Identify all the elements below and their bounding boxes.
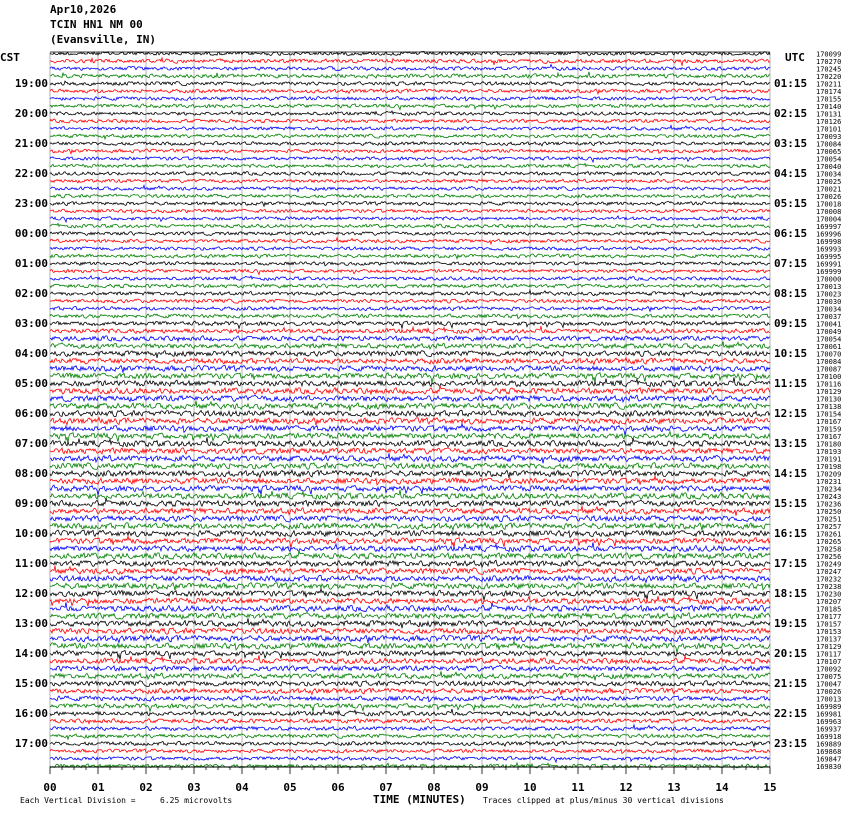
- trace-offset-label: 170270: [816, 58, 842, 66]
- y-tick-label-right: 04:15: [774, 167, 808, 180]
- trace-line-18: [50, 185, 770, 191]
- y-tick-label-right: 23:15: [774, 737, 808, 750]
- label-layer: [0, 51, 808, 806]
- y-tick-label-right: 08:15: [774, 287, 808, 300]
- trace-offset-label: 170220: [816, 73, 842, 81]
- trace-line-7: [50, 104, 770, 110]
- trace-offset-label: 170230: [816, 590, 842, 599]
- trace-offset-label: 170126: [816, 118, 842, 126]
- trace-line-21: [50, 209, 770, 213]
- y-tick-label-left: 12:00: [14, 587, 48, 600]
- trace-line-87: [50, 703, 770, 711]
- trace-line-94: [50, 756, 770, 762]
- trace-offset-label: 170247: [816, 568, 842, 576]
- trace-line-84: [50, 681, 770, 687]
- trace-offset-label: 170236: [816, 500, 842, 509]
- trace-offset-label: 169997: [816, 223, 842, 231]
- x-tick-label: 08: [427, 781, 441, 794]
- trace-line-32: [50, 290, 770, 296]
- trace-offset-label: 169991: [816, 260, 842, 269]
- trace-offset-label: 169937: [816, 725, 842, 734]
- x-tick-label: 14: [715, 781, 729, 794]
- trace-offset-label: 169830: [816, 763, 842, 771]
- y-tick-label-right: 12:15: [774, 407, 808, 420]
- trace-offset-label: 170140: [816, 103, 842, 111]
- trace-offset-label: 170023: [816, 290, 842, 299]
- trace-offset-label: 170054: [816, 335, 842, 344]
- trace-offset-label: 170185: [816, 605, 842, 614]
- trace-line-49: [50, 418, 770, 426]
- trace-line-29: [50, 269, 770, 275]
- trace-layer: [50, 51, 770, 768]
- trace-line-17: [50, 179, 770, 183]
- trace-line-14: [50, 157, 770, 163]
- trace-offset-label: 170180: [816, 440, 842, 449]
- x-tick-label: 05: [283, 781, 297, 794]
- trace-offset-label: 169868: [816, 748, 842, 756]
- trace-offset-label: 169918: [816, 733, 842, 741]
- trace-line-85: [50, 688, 770, 695]
- trace-line-44: [50, 377, 770, 386]
- trace-offset-label: 170249: [816, 560, 842, 569]
- y-tick-label-right: 13:15: [774, 437, 808, 450]
- y-tick-label-left: 04:00: [14, 347, 48, 360]
- trace-line-16: [50, 172, 770, 176]
- y-tick-label-right: 11:15: [774, 377, 808, 390]
- trace-offset-label: 170041: [816, 320, 842, 329]
- y-tick-label-left: 06:00: [14, 407, 48, 420]
- trace-offset-label: 170026: [816, 688, 842, 696]
- y-tick-label-left: 03:00: [14, 317, 48, 330]
- trace-line-68: [50, 560, 770, 567]
- trace-line-90: [50, 725, 770, 731]
- y-tick-label-right: 06:15: [774, 227, 808, 240]
- y-tick-label-left: 23:00: [14, 197, 48, 210]
- trace-offset-label: 170030: [816, 298, 842, 306]
- trace-line-27: [50, 254, 770, 259]
- trace-offset-label: 170054: [816, 155, 842, 164]
- trace-line-48: [50, 410, 770, 417]
- trace-line-41: [50, 358, 770, 365]
- trace-offset-label: 170256: [816, 553, 842, 561]
- trace-offset-label: 169998: [816, 238, 842, 246]
- trace-line-23: [50, 223, 770, 228]
- trace-offset-label: 170138: [816, 403, 842, 411]
- trace-line-64: [50, 530, 770, 537]
- trace-offset-label: 169999: [816, 268, 842, 276]
- trace-line-4: [50, 81, 770, 86]
- trace-line-88: [50, 709, 770, 716]
- station-label: TCIN HN1 NM 00: [50, 18, 143, 31]
- trace-offset-label: 170061: [816, 343, 842, 351]
- y-tick-label-right: 16:15: [774, 527, 808, 540]
- trace-line-33: [50, 299, 770, 303]
- scale-value: 6.25 microvolts: [160, 796, 233, 805]
- trace-offset-label: 170092: [816, 665, 842, 674]
- trace-line-83: [50, 671, 770, 680]
- trace-offset-label: 170250: [816, 508, 842, 516]
- x-tick-label: 11: [571, 781, 585, 794]
- x-tick-label: 15: [763, 781, 777, 794]
- y-tick-label-right: 02:15: [774, 107, 808, 120]
- trace-offset-label: 170018: [816, 200, 842, 209]
- trace-offset-label: 170153: [816, 628, 842, 636]
- trace-offset-label: 170129: [816, 388, 842, 396]
- trace-line-76: [50, 618, 770, 628]
- trace-offset-label: 170101: [816, 125, 842, 134]
- y-tick-label-right: 09:15: [774, 317, 808, 330]
- trace-offset-label: 170207: [816, 598, 842, 606]
- trace-line-42: [50, 365, 770, 372]
- trace-line-46: [50, 395, 770, 402]
- y-tick-label-right: 14:15: [774, 467, 808, 480]
- trace-offset-label: 169889: [816, 740, 842, 749]
- x-tick-label: 04: [235, 781, 249, 794]
- trace-offset-label: 170243: [816, 493, 842, 501]
- y-tick-label-left: 01:00: [14, 257, 48, 270]
- trace-line-93: [50, 749, 770, 754]
- trace-line-39: [50, 342, 770, 349]
- trace-line-5: [50, 89, 770, 94]
- y-tick-label-right: 01:15: [774, 77, 808, 90]
- trace-line-57: [50, 476, 770, 485]
- trace-line-73: [50, 596, 770, 606]
- trace-line-20: [50, 202, 770, 207]
- trace-line-74: [50, 602, 770, 612]
- trace-line-69: [50, 566, 770, 576]
- trace-offset-label: 170131: [816, 110, 842, 119]
- trace-offset-label: 170232: [816, 575, 842, 584]
- trace-line-2: [50, 65, 770, 71]
- trace-offset-label: 169847: [816, 755, 842, 764]
- trace-offset-label: 170000: [816, 275, 842, 284]
- trace-line-71: [50, 583, 770, 591]
- trace-line-70: [50, 575, 770, 582]
- trace-offset-label: 170008: [816, 208, 842, 216]
- trace-line-30: [50, 276, 770, 281]
- trace-offset-label: 170084: [816, 358, 842, 366]
- x-axis-label: TIME (MINUTES): [373, 793, 466, 806]
- trace-line-47: [50, 401, 770, 411]
- trace-line-1: [50, 58, 770, 66]
- y-tick-label-right: 19:15: [774, 617, 808, 630]
- trace-offset-label: 170137: [816, 635, 842, 644]
- trace-line-8: [50, 111, 770, 116]
- y-tick-label-left: 10:00: [14, 527, 48, 540]
- y-tick-label-right: 07:15: [774, 257, 808, 270]
- trace-line-26: [50, 247, 770, 251]
- trace-offset-label: 170025: [816, 178, 842, 186]
- y-tick-label-right: 22:15: [774, 707, 808, 720]
- trace-offset-label: 170107: [816, 658, 842, 666]
- trace-line-92: [50, 741, 770, 746]
- trace-offset-label: 170004: [816, 215, 842, 224]
- trace-offset-label: 170198: [816, 463, 842, 471]
- y-tick-label-right: 17:15: [774, 557, 808, 570]
- trace-line-53: [50, 447, 770, 454]
- trace-line-60: [50, 498, 770, 507]
- x-tick-label: 09: [475, 781, 489, 794]
- trace-offset-label: 170100: [816, 373, 842, 381]
- trace-offset-label: 170084: [816, 140, 842, 149]
- trace-line-78: [50, 635, 770, 643]
- y-tick-label-left: 05:00: [14, 377, 48, 390]
- y-tick-label-left: 09:00: [14, 497, 48, 510]
- trace-line-10: [50, 125, 770, 130]
- trace-line-89: [50, 718, 770, 723]
- trace-offset-label: 170093: [816, 133, 842, 141]
- trace-offset-label: 170159: [816, 425, 842, 434]
- trace-offset-label: 169989: [816, 703, 842, 711]
- trace-offset-label: 170211: [816, 80, 842, 89]
- trace-line-37: [50, 326, 770, 333]
- trace-line-51: [50, 432, 770, 443]
- trace-line-82: [50, 665, 770, 671]
- trace-offset-label: 170116: [816, 380, 842, 389]
- trace-line-55: [50, 463, 770, 470]
- trace-offset-label: 170238: [816, 583, 842, 591]
- trace-line-52: [50, 437, 770, 447]
- trace-line-25: [50, 238, 770, 244]
- trace-line-11: [50, 134, 770, 139]
- trace-offset-label: 169981: [816, 710, 842, 719]
- trace-line-15: [50, 163, 770, 168]
- trace-line-19: [50, 194, 770, 198]
- trace-offset-label: 170034: [816, 170, 842, 179]
- trace-offset-label: 170049: [816, 328, 842, 336]
- x-tick-label: 10: [523, 781, 537, 794]
- trace-offset-label: 170231: [816, 478, 842, 486]
- trace-offset-label: 170087: [816, 365, 842, 374]
- trace-line-54: [50, 453, 770, 463]
- x-tick-label: 07: [379, 781, 393, 794]
- trace-line-81: [50, 655, 770, 664]
- trace-offset-label: 170013: [816, 695, 842, 704]
- trace-line-28: [50, 262, 770, 266]
- trace-offset-label: 170265: [816, 538, 842, 546]
- x-tick-label: 00: [43, 781, 57, 794]
- location-label: (Evansville, IN): [50, 33, 156, 46]
- x-tick-label: 13: [667, 781, 681, 794]
- y-tick-label-left: 17:00: [14, 737, 48, 750]
- trace-offset-label: 170065: [816, 148, 842, 156]
- trace-offset-label: 170070: [816, 350, 842, 359]
- trace-offset-label: 170261: [816, 530, 842, 539]
- trace-line-9: [50, 119, 770, 123]
- x-tick-label: 02: [139, 781, 153, 794]
- trace-offset-label: 170193: [816, 448, 842, 456]
- x-tick-label: 12: [619, 781, 633, 794]
- y-tick-label-left: 14:00: [14, 647, 48, 660]
- trace-offset-label: 170167: [816, 418, 842, 426]
- trace-offset-label: 170191: [816, 455, 842, 464]
- trace-offset-label: 169995: [816, 253, 842, 261]
- trace-line-67: [50, 551, 770, 560]
- trace-offset-label: 170021: [816, 185, 842, 194]
- trace-offset-label: 170037: [816, 313, 842, 321]
- trace-offset-label: 170040: [816, 163, 842, 171]
- y-tick-label-right: 03:15: [774, 137, 808, 150]
- trace-offset-label: 170174: [816, 88, 842, 96]
- date-label: Apr10,2026: [50, 3, 117, 16]
- trace-line-65: [50, 536, 770, 548]
- trace-offset-label: 170177: [816, 613, 842, 621]
- y-tick-label-left: 20:00: [14, 107, 48, 120]
- trace-line-62: [50, 515, 770, 522]
- trace-offset-label: 170209: [816, 470, 842, 479]
- trace-offset-label: 169996: [816, 230, 842, 239]
- trace-line-6: [50, 96, 770, 101]
- y-tick-label-right: 18:15: [774, 587, 808, 600]
- y-tick-label-left: 16:00: [14, 707, 48, 720]
- trace-line-24: [50, 232, 770, 236]
- trace-offset-label: 170130: [816, 395, 842, 404]
- y-tick-label-right: 20:15: [774, 647, 808, 660]
- trace-offset-label: 170251: [816, 515, 842, 524]
- trace-line-77: [50, 628, 770, 635]
- y-axis-label-cst: CST: [0, 51, 20, 64]
- trace-line-38: [50, 336, 770, 342]
- trace-offset-label: 170099: [816, 50, 842, 59]
- trace-line-63: [50, 523, 770, 531]
- trace-offset-label: 170129: [816, 643, 842, 651]
- trace-line-3: [50, 72, 770, 79]
- trace-offset-label: 170258: [816, 545, 842, 554]
- trace-line-56: [50, 470, 770, 478]
- y-tick-label-left: 02:00: [14, 287, 48, 300]
- y-tick-label-right: 15:15: [774, 497, 808, 510]
- trace-line-35: [50, 314, 770, 319]
- trace-offset-label: 170234: [816, 485, 842, 494]
- trace-line-72: [50, 589, 770, 601]
- y-tick-label-left: 07:00: [14, 437, 48, 450]
- trace-offset-label: 170034: [816, 305, 842, 314]
- trace-offset-label: 170257: [816, 523, 842, 531]
- y-tick-label-left: 19:00: [14, 77, 48, 90]
- trace-offset-label: 170154: [816, 410, 842, 419]
- trace-offset-label: 170117: [816, 650, 842, 659]
- y-tick-label-left: 13:00: [14, 617, 48, 630]
- trace-offset-label: 170047: [816, 680, 842, 689]
- trace-line-75: [50, 612, 770, 619]
- y-tick-label-left: 21:00: [14, 137, 48, 150]
- y-tick-label-right: 10:15: [774, 347, 808, 360]
- x-tick-label: 01: [91, 781, 105, 794]
- trace-offset-label: 170013: [816, 283, 842, 291]
- trace-offset-label: 169963: [816, 718, 842, 726]
- y-tick-label-left: 11:00: [14, 557, 48, 570]
- trace-line-22: [50, 216, 770, 222]
- y-tick-label-left: 15:00: [14, 677, 48, 690]
- trace-line-34: [50, 306, 770, 311]
- y-tick-label-right: 21:15: [774, 677, 808, 690]
- trace-line-40: [50, 351, 770, 358]
- trace-line-36: [50, 321, 770, 328]
- trace-line-45: [50, 386, 770, 395]
- trace-line-91: [50, 734, 770, 739]
- trace-line-61: [50, 506, 770, 516]
- trace-offset-label: 169993: [816, 245, 842, 254]
- trace-line-12: [50, 142, 770, 146]
- trace-offset-label: 170167: [816, 433, 842, 441]
- y-tick-label-left: 08:00: [14, 467, 48, 480]
- trace-offset-label: 170155: [816, 95, 842, 104]
- y-tick-label-left: 00:00: [14, 227, 48, 240]
- scale-note: Each Vertical Division =: [20, 796, 136, 805]
- clip-note: Traces clipped at plus/minus 30 vertical divisions: [483, 796, 724, 805]
- trace-line-13: [50, 149, 770, 154]
- trace-line-31: [50, 284, 770, 288]
- trace-line-43: [50, 373, 770, 383]
- y-tick-label-left: 22:00: [14, 167, 48, 180]
- y-axis-label-utc: UTC: [785, 51, 805, 64]
- y-tick-label-right: 05:15: [774, 197, 808, 210]
- trace-offset-label: 170026: [816, 193, 842, 201]
- x-tick-label: 03: [187, 781, 201, 794]
- trace-offset-label: 170245: [816, 65, 842, 74]
- trace-line-86: [50, 696, 770, 702]
- x-tick-label: 06: [331, 781, 345, 794]
- trace-offset-label: 170157: [816, 620, 842, 629]
- trace-offset-label: 170075: [816, 673, 842, 681]
- trace-line-59: [50, 490, 770, 500]
